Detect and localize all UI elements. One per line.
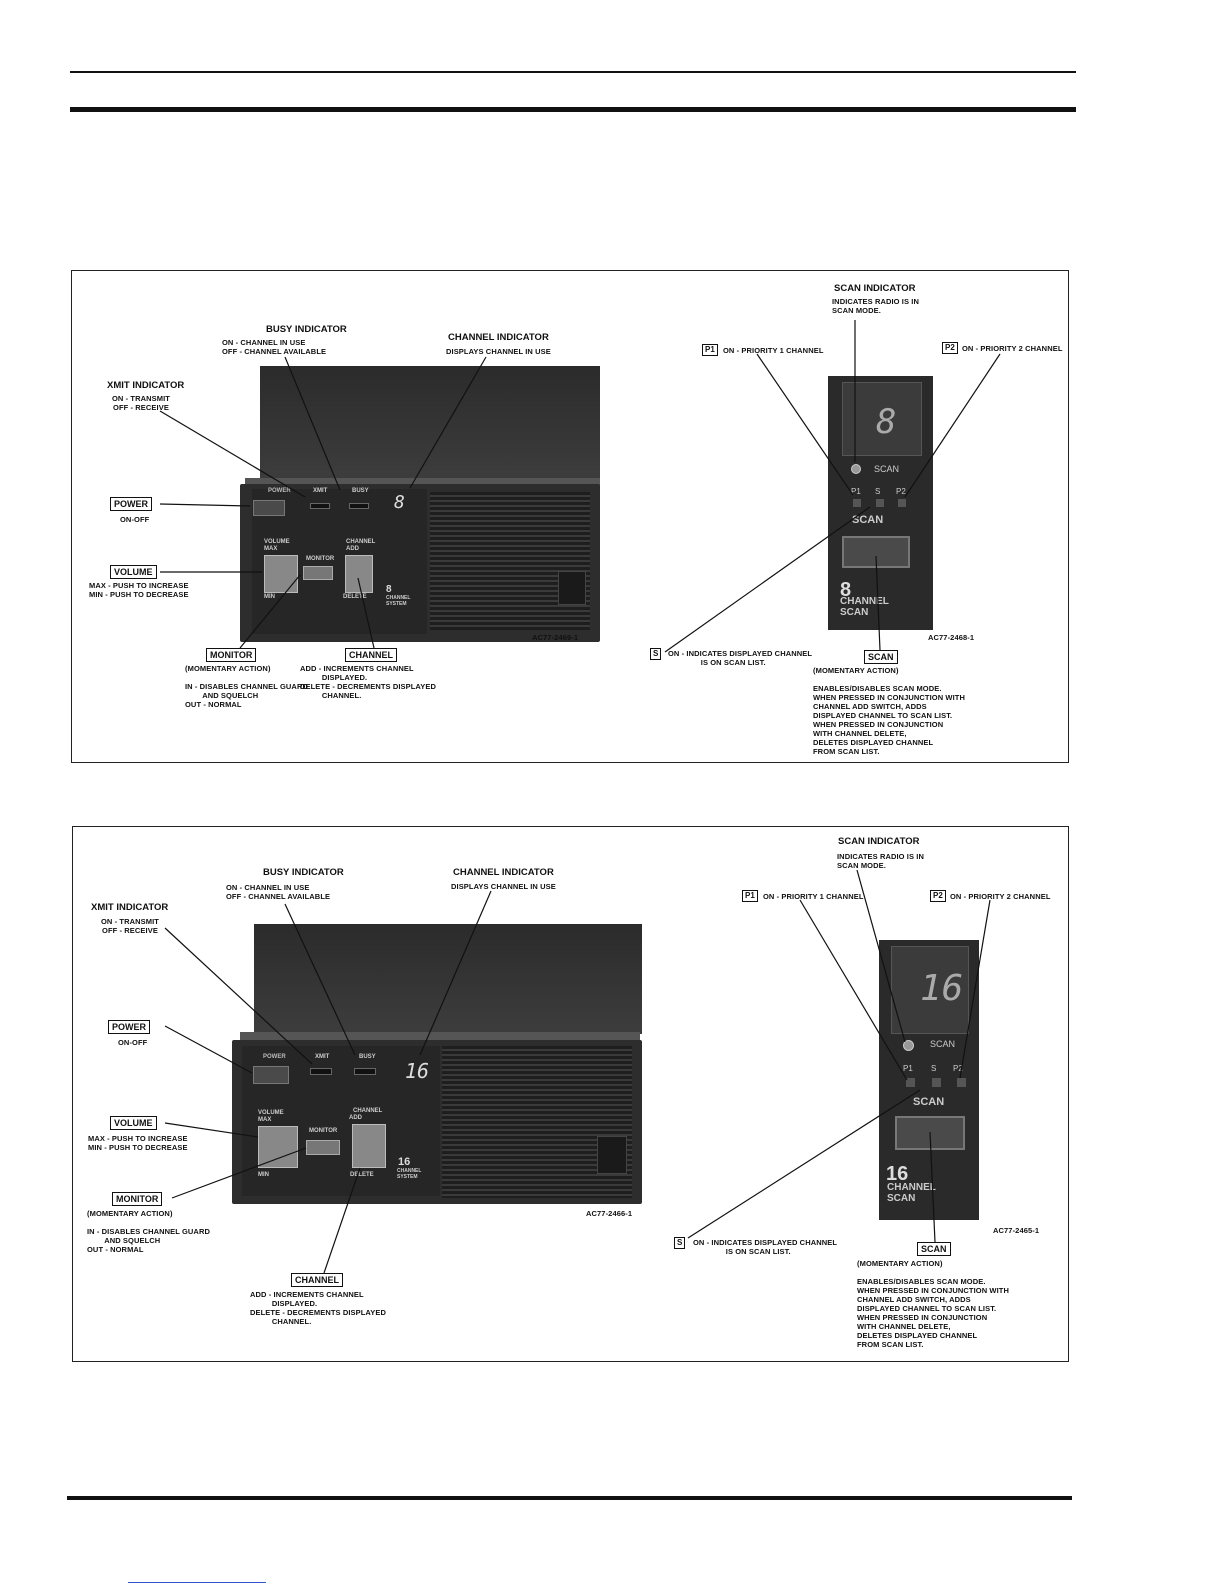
footer-rule-thick xyxy=(67,1496,1072,1500)
scan-button-label: SCAN xyxy=(852,514,884,526)
panel-max-label: MAX xyxy=(264,546,278,552)
footer-link-underline[interactable] xyxy=(128,1582,266,1583)
s-callout-desc: ON - INDICATES DISPLAYED CHANNEL IS ON SCAN LIST. xyxy=(668,649,813,667)
system-number: 8 xyxy=(386,584,392,595)
scan-figure-code: AC77-2468-1 xyxy=(928,633,975,642)
xmit-led xyxy=(310,1068,332,1075)
s-callout-box: S xyxy=(674,1237,685,1249)
scan-button[interactable] xyxy=(896,1117,964,1149)
busy-indicator-desc: ON - CHANNEL IN USE OFF - CHANNEL AVAILABLE xyxy=(222,338,327,356)
power-button[interactable] xyxy=(253,1066,289,1084)
panel-channel-label: CHANNEL xyxy=(353,1108,383,1114)
p2-led xyxy=(898,499,906,507)
xmit-indicator-title: XMIT INDICATOR xyxy=(91,902,169,913)
monitor-callout-desc: (MOMENTARY ACTION) IN - DISABLES CHANNEL GUARD AND SQUELCH OUT - NORMAL xyxy=(87,1209,210,1254)
volume-callout-box: VOLUME xyxy=(110,565,157,579)
panel-channel-label: CHANNEL xyxy=(346,539,376,545)
scan-figure-code: AC77-2465-1 xyxy=(993,1226,1040,1235)
panel-max-label: MAX xyxy=(258,1117,272,1123)
panel-min-label: MIN xyxy=(258,1172,269,1178)
panel-busy-label: BUSY xyxy=(359,1054,376,1060)
power-callout-box: POWER xyxy=(110,497,152,511)
scan-big-number: 8 xyxy=(840,579,852,601)
scan-p1-label: P1 xyxy=(851,487,861,496)
monitor-callout-desc: (MOMENTARY ACTION) IN - DISABLES CHANNEL GUARD AND SQUELCH OUT - NORMAL xyxy=(185,664,308,709)
p2-callout-desc: ON - PRIORITY 2 CHANNEL xyxy=(962,344,1063,353)
system-text: CHANNEL SYSTEM xyxy=(386,595,411,607)
radio-figure-code: AC77-2466-1 xyxy=(586,1209,633,1218)
p1-callout-box: P1 xyxy=(702,344,718,356)
power-callout-desc: ON-OFF xyxy=(118,1038,148,1047)
system-text: CHANNEL SYSTEM xyxy=(397,1168,422,1180)
p1-callout-desc: ON - PRIORITY 1 CHANNEL xyxy=(723,346,824,355)
channel-display: 16 xyxy=(405,1059,430,1083)
scan-display: 8 xyxy=(876,402,897,442)
panel-power-label: POWER xyxy=(268,488,291,494)
p2-callout-box: P2 xyxy=(942,342,958,354)
xmit-led xyxy=(310,503,330,509)
panel-add-label: ADD xyxy=(346,546,359,552)
xmit-indicator-desc: ON - TRANSMIT OFF - RECEIVE xyxy=(112,394,170,412)
volume-callout-box: VOLUME xyxy=(110,1116,157,1130)
p2-callout-desc: ON - PRIORITY 2 CHANNEL xyxy=(950,892,1051,901)
volume-rocker[interactable] xyxy=(264,555,298,593)
panel-xmit-label: XMIT xyxy=(313,488,328,494)
panel-delete-label: DELETE xyxy=(343,594,367,600)
scan-display: 16 xyxy=(920,968,964,1009)
panel-delete-label: DELETE xyxy=(350,1172,374,1178)
p1-led xyxy=(853,499,861,507)
channel-display: 8 xyxy=(394,492,405,513)
busy-led xyxy=(349,503,369,509)
scan-indicator-desc: INDICATES RADIO IS IN SCAN MODE. xyxy=(832,297,919,315)
scan-led-label: SCAN xyxy=(874,464,900,474)
header-rule-thin xyxy=(70,71,1076,73)
xmit-indicator-title: XMIT INDICATOR xyxy=(107,380,185,391)
p2-led xyxy=(957,1078,966,1087)
scan-big-number: 16 xyxy=(886,1163,909,1185)
panel-monitor-label: MONITOR xyxy=(306,556,335,562)
monitor-button[interactable] xyxy=(303,566,333,580)
radio-figure-code: AC77-2469-1 xyxy=(532,633,579,642)
panel-busy-label: BUSY xyxy=(352,488,369,494)
panel-add-label: ADD xyxy=(349,1115,362,1121)
header-rule-thick xyxy=(70,107,1076,112)
volume-rocker[interactable] xyxy=(258,1126,298,1168)
volume-callout-desc: MAX - PUSH TO INCREASE MIN - PUSH TO DECREASE xyxy=(89,581,189,599)
power-callout-desc: ON-OFF xyxy=(120,515,150,524)
radio-unit-photo xyxy=(240,366,600,642)
scan-indicator-desc: INDICATES RADIO IS IN SCAN MODE. xyxy=(837,852,924,870)
scan-s-label: S xyxy=(875,487,881,496)
scan-callout-desc: (MOMENTARY ACTION) ENABLES/DISABLES SCAN MODE. WHEN PRESSED IN CONJUNCTION WITH CHANNEL ADD SWITCH, ADDS DISPLAYED CHANNEL TO SCAN LIST. WHEN PRESSED IN CONJUNCTION WITH CHANNEL DELETE, DELETES DISPLAYED CHANNEL FROM SCAN LIST. xyxy=(813,666,965,756)
scan-callout-box: SCAN xyxy=(864,650,898,664)
channel-indicator-desc: DISPLAYS CHANNEL IN USE xyxy=(446,347,551,356)
scan-callout-box: SCAN xyxy=(917,1242,951,1256)
scan-callout-desc: (MOMENTARY ACTION) ENABLES/DISABLES SCAN MODE. WHEN PRESSED IN CONJUNCTION WITH CHANNEL ADD SWITCH, ADDS DISPLAYED CHANNEL TO SCAN LIST. WHEN PRESSED IN CONJUNCTION WITH CHANNEL DELETE, DELETES DISPLAYED CHANNEL FROM SCAN LIST. xyxy=(857,1259,1009,1349)
scan-indicator-title: SCAN INDICATOR xyxy=(834,283,916,294)
panel-monitor-label: MONITOR xyxy=(309,1128,338,1134)
channel-rocker[interactable] xyxy=(352,1124,386,1168)
scan-button-label: SCAN xyxy=(913,1096,945,1108)
s-callout-box: S xyxy=(650,648,661,660)
scan-led-label: SCAN xyxy=(930,1039,956,1049)
scan-big-text: CHANNEL SCAN xyxy=(840,596,889,618)
p1-callout-box: P1 xyxy=(742,890,758,902)
s-led xyxy=(932,1078,941,1087)
s-led xyxy=(876,499,884,507)
monitor-callout-box: MONITOR xyxy=(112,1192,162,1206)
scan-button[interactable] xyxy=(843,537,909,567)
busy-indicator-title: BUSY INDICATOR xyxy=(263,867,344,878)
volume-callout-desc: MAX - PUSH TO INCREASE MIN - PUSH TO DECREASE xyxy=(88,1134,188,1152)
panel-volume-label: VOLUME xyxy=(258,1110,284,1116)
panel-min-label: MIN xyxy=(264,594,275,600)
panel-volume-label: VOLUME xyxy=(264,539,290,545)
scan-s-label: S xyxy=(931,1064,937,1073)
scan-p2-label: P2 xyxy=(896,487,906,496)
panel-xmit-label: XMIT xyxy=(315,1054,330,1060)
scan-big-text: CHANNEL SCAN xyxy=(887,1182,936,1204)
p1-callout-desc: ON - PRIORITY 1 CHANNEL xyxy=(763,892,864,901)
panel-power-label: POWER xyxy=(263,1054,286,1060)
scan-indicator-title: SCAN INDICATOR xyxy=(838,836,920,847)
p2-callout-box: P2 xyxy=(930,890,946,902)
busy-led xyxy=(354,1068,376,1075)
channel-indicator-desc: DISPLAYS CHANNEL IN USE xyxy=(451,882,556,891)
channel-callout-desc: ADD - INCREMENTS CHANNEL DISPLAYED. DELETE - DECREMENTS DISPLAYED CHANNEL. xyxy=(300,664,436,700)
scan-p1-label: P1 xyxy=(903,1064,913,1073)
scan-led xyxy=(903,1040,914,1051)
busy-indicator-desc: ON - CHANNEL IN USE OFF - CHANNEL AVAILABLE xyxy=(226,883,331,901)
monitor-callout-box: MONITOR xyxy=(206,648,256,662)
xmit-indicator-desc: ON - TRANSMIT OFF - RECEIVE xyxy=(101,917,159,935)
scan-p2-label: P2 xyxy=(953,1064,963,1073)
channel-indicator-title: CHANNEL INDICATOR xyxy=(448,332,549,343)
monitor-button[interactable] xyxy=(306,1140,340,1155)
channel-callout-desc: ADD - INCREMENTS CHANNEL DISPLAYED. DELETE - DECREMENTS DISPLAYED CHANNEL. xyxy=(250,1290,386,1326)
power-callout-box: POWER xyxy=(108,1020,150,1034)
channel-indicator-title: CHANNEL INDICATOR xyxy=(453,867,554,878)
busy-indicator-title: BUSY INDICATOR xyxy=(266,324,347,335)
power-button[interactable] xyxy=(253,500,285,516)
channel-callout-box: CHANNEL xyxy=(291,1273,343,1287)
channel-rocker[interactable] xyxy=(345,555,373,593)
s-callout-desc: ON - INDICATES DISPLAYED CHANNEL IS ON SCAN LIST. xyxy=(693,1238,838,1256)
system-number: 16 xyxy=(398,1156,411,1168)
p1-led xyxy=(906,1078,915,1087)
scan-led xyxy=(851,464,861,474)
channel-callout-box: CHANNEL xyxy=(345,648,397,662)
